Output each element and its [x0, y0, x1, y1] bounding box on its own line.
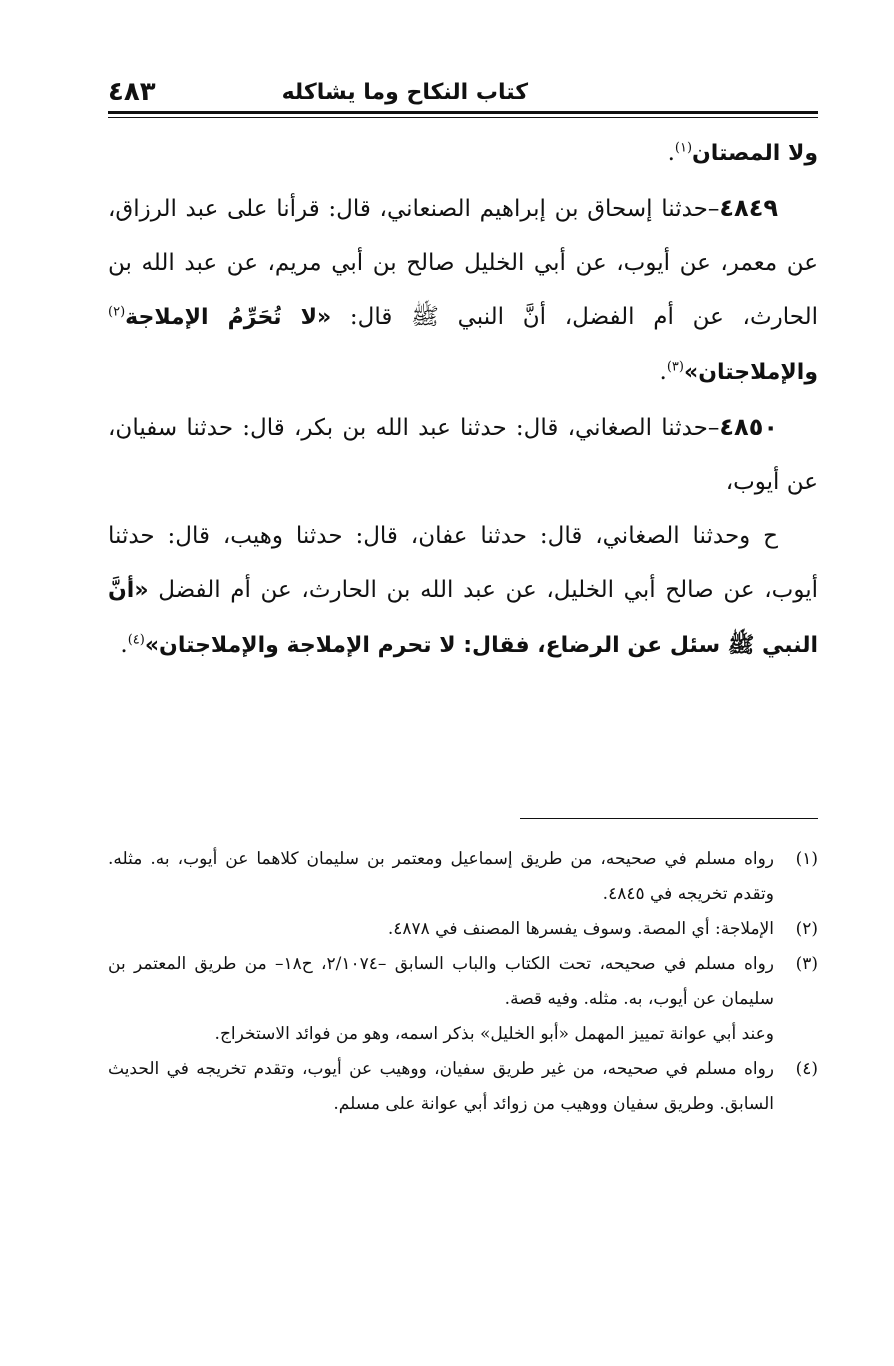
- footnote-2: (٢)الإملاجة: أي المصة. وسوف يفسرها المصنف في ٤٨٧٨.: [387, 919, 818, 939]
- main-text: [108, 126, 818, 673]
- footnote-3: (٣)رواه مسلم في صحيحه، تحت الكتاب والباب السابق –٢/١٠٧٤، ح١٨– من طريق المعتمر بن سليمان عن أيوب، به. مثله. وفيه قصة.: [108, 954, 818, 1009]
- footnote-4: (٤)رواه مسلم في صحيحه، من غير طريق سفيان، ووهيب عن أيوب، وتقدم تخريجه في الحديث السابق. وطريق سفيان ووهيب من زوائد أبي عوانة على مسلم.: [108, 1059, 818, 1114]
- footnote-ref: (١): [674, 140, 693, 156]
- footnotes: [108, 842, 818, 1122]
- continued-text: ولا المصتان$^{(١)}$.: [667, 140, 818, 166]
- continued-bold: ولا المصتان: [692, 141, 818, 166]
- hadith-text: –حدثنا إسحاق بن إبراهيم الصنعاني، قال: قرأنا على عبد الرزاق، عن معمر، عن أيوب، عن أبي الخليل صالح بن أبي مريم، عن عبد الله بن الحارث، عن أم الفضل، أنَّ النبي ﷺ قال:: [108, 196, 818, 330]
- footnote-1: (١)رواه مسلم في صحيحه، من طريق إسماعيل ومعتمر بن سليمان كلاهما عن أيوب، به. مثله. وتقدم تخريجه في ٤٨٤٥.: [108, 849, 818, 904]
- footnote-ref: (٤): [127, 632, 145, 648]
- page-number: ٤٨٣: [108, 77, 156, 107]
- chain-text: ح وحدثنا الصغاني، قال: حدثنا عفان، قال: حدثنا وهيب، قال: حدثنا أيوب، عن صالح أبي الخليل، عن عبد الله بن الحارث، عن أم الفضل: [108, 523, 818, 603]
- footnote-separator: [520, 818, 818, 819]
- hadith-matn: «أنَّ النبي ﷺ سئل عن الرضاع، فقال: لا تحرم الإملاجة والإملاجتان»: [108, 578, 818, 658]
- footnote-ref: (٣): [666, 359, 684, 375]
- hadith-text: –حدثنا الصغاني، قال: حدثنا عبد الله بن بكر، قال: حدثنا سفيان، عن أيوب،: [108, 415, 818, 495]
- hadith-4849: ٤٨٤٩–حدثنا إسحاق بن إبراهيم الصنعاني، قال: قرأنا على عبد الرزاق، عن معمر، عن أيوب، عن أبي الخليل صالح بن أبي مريم، عن عبد الله بن الحارث، عن أم الفضل، أنَّ النبي ﷺ قال: «لا تُحَرِّمُ الإملاجة$^{(٢)}$ والإملاجتان»$^{(٣)}$.: [108, 194, 818, 385]
- running-header: [108, 72, 818, 112]
- header-rule-thick: [108, 111, 818, 114]
- hadith-4850: [108, 400, 818, 509]
- hadith-matn: «لا تُحَرِّمُ الإملاجة: [125, 305, 332, 330]
- hadith-4850-second-chain: ح وحدثنا الصغاني، قال: حدثنا عفان، قال: حدثنا وهيب، قال: حدثنا أيوب، عن صالح أبي الخليل، عن عبد الله بن الحارث، عن أم الفضل «أنَّ النبي ﷺ سئل عن الرضاع، فقال: لا تحرم الإملاجة والإملاجتان»$^{(٤)}$.: [108, 523, 818, 658]
- header-rule-thin: [108, 117, 818, 118]
- footnote-3-continued: وعند أبي عوانة تمييز المهمل «أبو الخليل» بذكر اسمه، وهو من فوائد الاستخراج.: [214, 1024, 774, 1044]
- chapter-title: كتاب النكاح وما يشاكله: [281, 79, 528, 105]
- hadith-matn-cont: والإملاجتان»: [683, 360, 818, 385]
- hadith-number: ٤٨٥٠: [719, 413, 778, 441]
- footnote-ref: (٢): [108, 304, 126, 320]
- hadith-number: ٤٨٤٩: [719, 194, 778, 222]
